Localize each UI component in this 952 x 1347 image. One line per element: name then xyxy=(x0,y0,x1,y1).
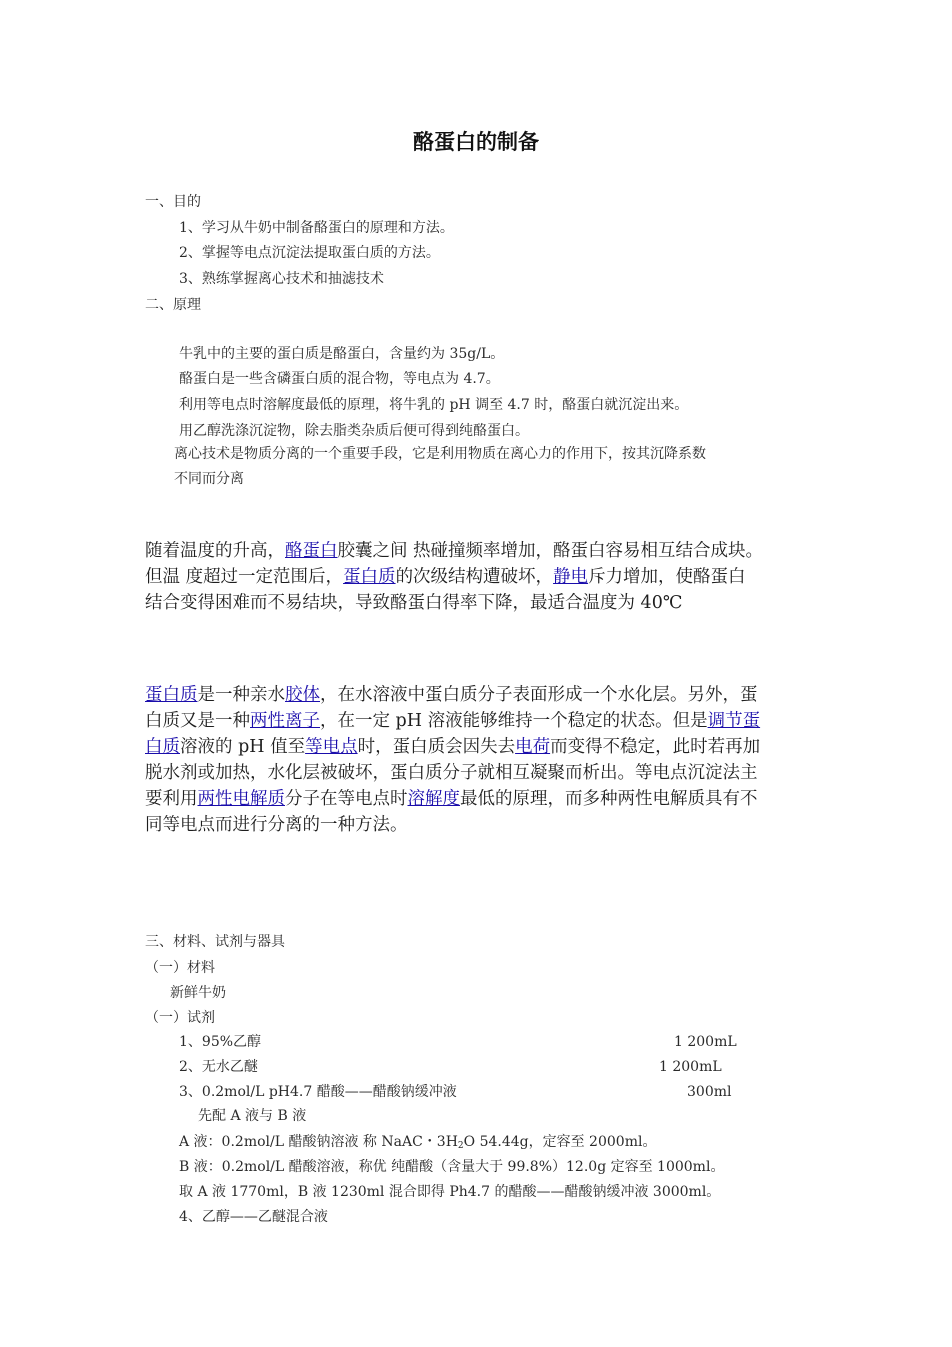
section-heading-principle: 二、原理 xyxy=(145,297,201,313)
reagent-name: 4、乙醇——乙醚混合液 xyxy=(179,1209,328,1225)
prep-intro: 先配 A 液与 B 液 xyxy=(198,1108,307,1124)
link-electrostatic[interactable]: 静电 xyxy=(553,567,589,587)
link-protein[interactable]: 蛋白质 xyxy=(145,685,198,705)
text-run: O 54.44g，定容至 2000ml。 xyxy=(463,1134,657,1150)
principle-line: 利用等电点时溶解度最低的原理，将牛乳的 pH 调至 4.7 时，酪蛋白就沉淀出来。 xyxy=(179,397,689,413)
page-title: 酪蛋白的制备 xyxy=(413,130,539,154)
text-run: 但温 度超过一定范围后， xyxy=(145,567,344,587)
paragraph-line: 脱水剂或加热，水化层被破坏，蛋白质分子就相互凝聚而析出。等电点沉淀法主 xyxy=(145,763,758,783)
text-run: 白质又是一种 xyxy=(145,711,250,731)
paragraph-line: 结合变得困难而不易结块，导致酪蛋白得率下降，最适合温度为 40℃ xyxy=(145,593,683,613)
subscript: 2 xyxy=(457,1141,464,1151)
text-run: 要利用 xyxy=(145,789,198,809)
principle-line: 牛乳中的主要的蛋白质是酪蛋白，含量约为 35g/L。 xyxy=(179,346,505,362)
link-isoelectric-point[interactable]: 等电点 xyxy=(305,737,358,757)
text-run: A 液：0.2mol/L 醋酸钠溶液 称 NaAC・3H xyxy=(179,1134,458,1150)
link-casein[interactable]: 酪蛋白 xyxy=(285,541,338,561)
section-heading-materials: 三、材料、试剂与器具 xyxy=(145,934,285,950)
subheading-reagents: （一）试剂 xyxy=(145,1010,215,1026)
link-zwitterion[interactable]: 两性离子 xyxy=(250,711,320,731)
text-run: ，在一定 pH 溶液能够维持一个稳定的状态。但是 xyxy=(320,711,708,731)
paragraph-line: 同等电点而进行分离的一种方法。 xyxy=(145,815,408,835)
material-item: 新鲜牛奶 xyxy=(170,985,226,1001)
principle-line: 离心技术是物质分离的一个重要手段，它是利用物质在离心力的作用下，按其沉降系数 xyxy=(174,446,706,462)
reagent-amount: 1 200mL xyxy=(659,1059,722,1075)
text-run: 胶囊之间 热碰撞频率增加，酪蛋白容易相互结合成块。 xyxy=(337,541,764,561)
temperature-paragraph xyxy=(145,538,815,616)
text-run: 而变得不稳定，此时若再加 xyxy=(550,737,761,757)
text-run: 随着温度的升高， xyxy=(145,541,285,561)
link-charge[interactable]: 电荷 xyxy=(515,737,551,757)
reagent-amount: 300ml xyxy=(687,1084,732,1100)
link-colloid[interactable]: 胶体 xyxy=(285,685,320,705)
paragraph-line xyxy=(145,786,815,812)
solution-b: B 液：0.2mol/L 醋酸溶液，称优 纯醋酸（含量大于 99.8%）12.0g 定容至 1000ml。 xyxy=(179,1159,725,1175)
text-run: 的次级结构遭破坏， xyxy=(395,567,554,587)
paragraph-line xyxy=(145,682,815,708)
text-run: ，在水溶液中蛋白质分子表面形成一个水化层。另外，蛋 xyxy=(320,685,758,705)
text-run: 溶液的 pH 值至 xyxy=(180,737,306,757)
text-run: 时，蛋白质会因失去 xyxy=(357,737,516,757)
text-run: 最低的原理，而多种两性电解质具有不 xyxy=(460,789,758,809)
link-solubility[interactable]: 溶解度 xyxy=(407,789,460,809)
link-protein[interactable]: 蛋白质 xyxy=(343,567,396,587)
reagent-name: 2、无水乙醚 xyxy=(179,1059,258,1075)
link-adjust-protein[interactable]: 调节蛋 xyxy=(707,711,761,731)
principle-line: 酪蛋白是一些含磷蛋白质的混合物，等电点为 4.7。 xyxy=(179,371,500,387)
purpose-item: 2、掌握等电点沉淀法提取蛋白质的方法。 xyxy=(179,245,440,261)
reagent-amount: 1 200mL xyxy=(674,1034,737,1050)
text-run: 是一种亲水 xyxy=(197,685,285,705)
reagent-name: 1、95%乙醇 xyxy=(179,1034,262,1050)
text-run: 斥力增加，使酪蛋白 xyxy=(588,567,746,587)
purpose-item: 3、熟练掌握离心技术和抽滤技术 xyxy=(179,271,384,287)
paragraph-line xyxy=(145,564,815,590)
link-ampholyte[interactable]: 两性电解质 xyxy=(197,789,285,809)
isoelectric-paragraph xyxy=(145,682,815,838)
purpose-item: 1、学习从牛奶中制备酪蛋白的原理和方法。 xyxy=(179,220,454,236)
section-heading-purpose: 一、目的 xyxy=(145,194,201,210)
principle-line: 不同而分离 xyxy=(174,471,244,487)
reagent-name: 3、0.2mol/L pH4.7 醋酸——醋酸钠缓冲液 xyxy=(179,1084,457,1100)
link-adjust-protein[interactable]: 白质 xyxy=(145,737,180,757)
solution-a xyxy=(179,1133,656,1155)
paragraph-line xyxy=(145,708,815,734)
principle-line: 用乙醇洗涤沉淀物，除去脂类杂质后便可得到纯酪蛋白。 xyxy=(179,423,529,439)
paragraph-line xyxy=(145,734,815,760)
mixing-instruction: 取 A 液 1770ml，B 液 1230ml 混合即得 Ph4.7 的醋酸——醋酸钠缓冲液 3000ml。 xyxy=(179,1184,721,1200)
subheading-materials: （一）材料 xyxy=(145,960,215,976)
paragraph-line xyxy=(145,538,815,564)
text-run: 分子在等电点时 xyxy=(285,789,408,809)
